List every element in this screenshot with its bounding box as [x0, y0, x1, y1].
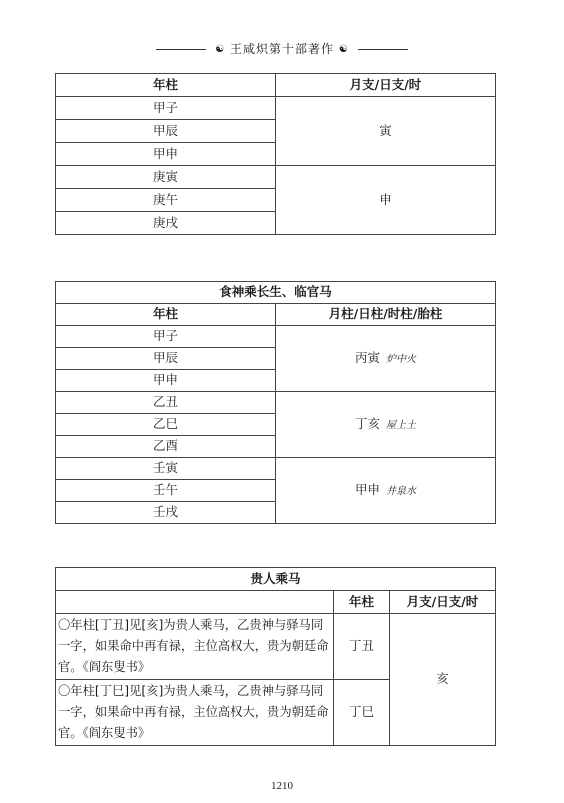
pillar-value: 甲申	[354, 482, 380, 497]
pillar-value: 丙寅	[354, 350, 380, 365]
nayin-note: 炉中火	[386, 354, 416, 365]
table-cell: 乙酉	[56, 436, 276, 458]
table-cell: 庚寅	[56, 166, 276, 189]
column-header: 月柱/日柱/时柱/胎柱	[276, 304, 496, 326]
column-header: 月支/日支/时	[390, 591, 496, 614]
table-cell: 壬寅	[56, 458, 276, 480]
table-cell: 甲辰	[56, 348, 276, 370]
table-cell: 庚戌	[56, 212, 276, 235]
page-number: 1210	[271, 780, 293, 792]
nayin-note: 井泉水	[386, 486, 416, 497]
nayin-note: 屋上土	[386, 420, 416, 431]
column-header: 年柱	[56, 304, 276, 326]
table-cell: 壬戌	[56, 502, 276, 524]
table-cell-merged	[276, 392, 496, 458]
table-cell: 丁巳	[334, 680, 390, 746]
pillar-value: 丁亥	[354, 416, 380, 431]
yin-yang-icon: ☯	[215, 44, 226, 55]
running-header	[0, 40, 564, 57]
table-cell: 甲子	[56, 326, 276, 348]
table-cell-merged: 申	[276, 166, 496, 235]
table-cell-merged: 亥	[390, 614, 496, 746]
table-cell: 乙丑	[56, 392, 276, 414]
table-food-god-horse	[55, 281, 496, 524]
table-noble-horse	[55, 567, 496, 746]
table-cell: 甲子	[56, 97, 276, 120]
table-cell-merged: 寅	[276, 97, 496, 166]
column-header: 月支/日支/时	[276, 74, 496, 97]
description-cell: 〇年柱[丁丑]见[亥]为贵人乘马，乙贵神与驿马同一字，如果命中再有禄，主位高权大，贵为朝廷命官。《阎东叟书》	[56, 614, 334, 680]
yin-yang-icon: ☯	[338, 44, 349, 55]
blank-header-cell	[56, 591, 334, 614]
header-title: 王咸炽第十部著作	[229, 42, 334, 56]
table-title: 贵人乘马	[56, 568, 496, 591]
description-cell: 〇年柱[丁巳]见[亥]为贵人乘马，乙贵神与驿马同一字，如果命中再有禄，主位高权大，贵为朝廷命官。《阎东叟书》	[56, 680, 334, 746]
header-rule-right	[358, 49, 408, 50]
table-cell: 丁丑	[334, 614, 390, 680]
table-year-pillar-horse	[55, 73, 496, 235]
table-cell: 庚午	[56, 189, 276, 212]
table-cell: 乙巳	[56, 414, 276, 436]
column-header: 年柱	[334, 591, 390, 614]
table-cell: 壬午	[56, 480, 276, 502]
column-header: 年柱	[56, 74, 276, 97]
table-cell-merged	[276, 458, 496, 524]
header-rule-left	[156, 49, 206, 50]
table-cell: 甲申	[56, 143, 276, 166]
table-cell-merged	[276, 326, 496, 392]
table-cell: 甲申	[56, 370, 276, 392]
table-cell: 甲辰	[56, 120, 276, 143]
table-title: 食神乘长生、临官马	[56, 282, 496, 304]
